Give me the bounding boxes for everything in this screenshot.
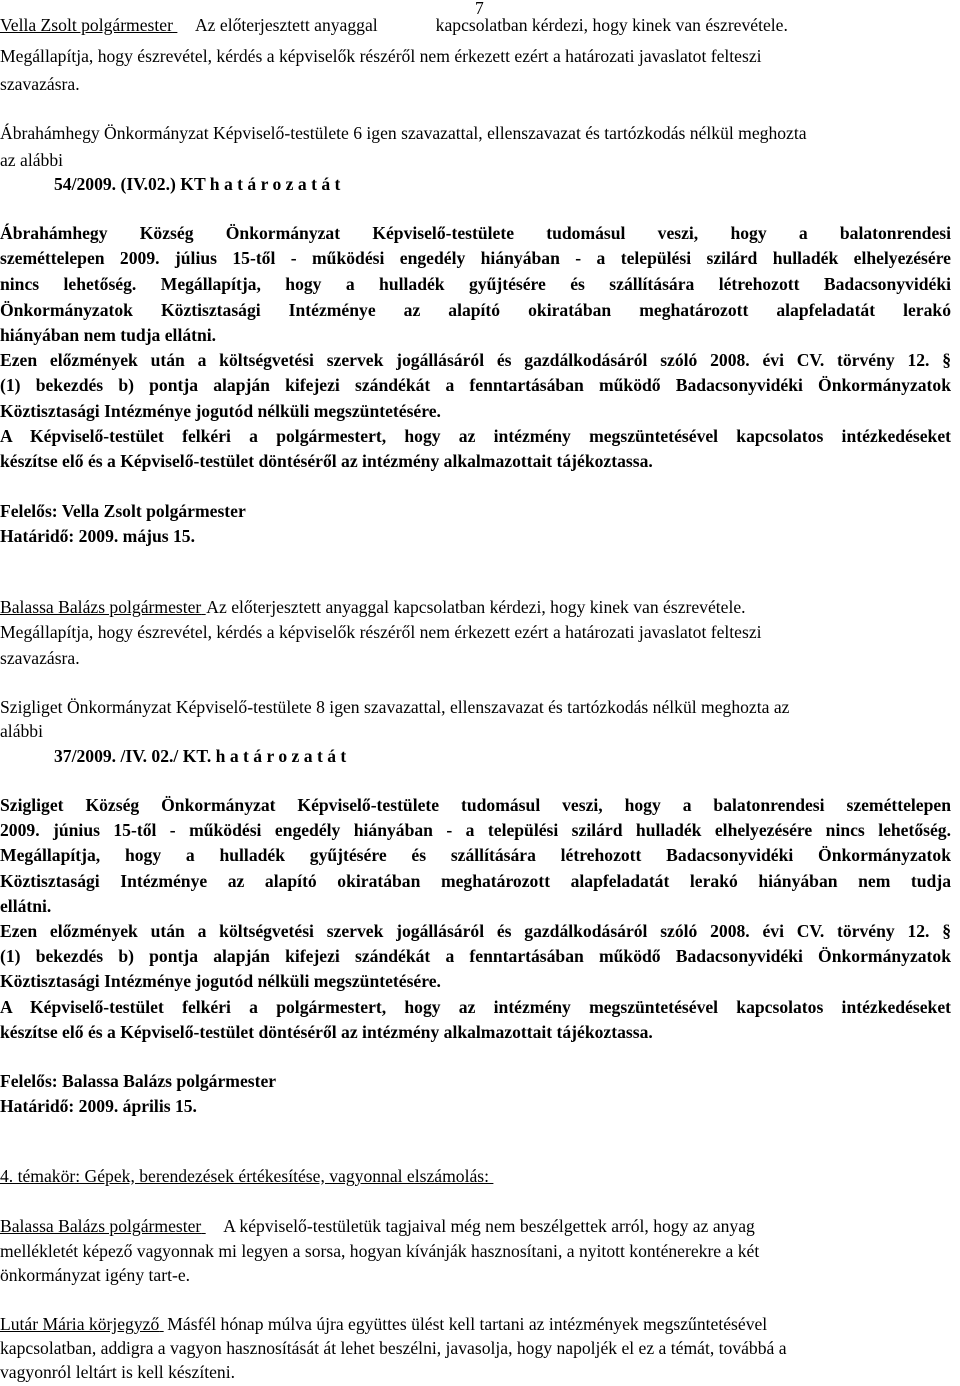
resolution-2-line-3: Megállapítja, hogy a hulladék gyűjtésére és szállítására létrehozott Badacsonyvidéki Önkormányzatok [0,845,951,865]
statement-1-text: A képviselő-testületük tagjaival még nem beszélgettek arról, hogy az anyag [223,1216,755,1236]
statement-2-line-2: kapcsolatban, addigra a vagyon hasznosítását át lehet beszélni, javasolja, hogy napoljék el ez a témát, továbbá a [0,1338,787,1358]
resolution-heading-1 [54,173,340,195]
intro-2-text: Az előterjesztett anyaggal kapcsolatban kérdezi, hogy kinek van észrevétele. [206,597,746,617]
topic-heading [0,1165,497,1187]
resolution-2-line-6: Ezen előzmények után a költségvetési szervek jogállásáról és gazdálkodásáról szóló 2008. évi CV. törvény 12. § [0,921,951,941]
intro-2-line-2: Megállapítja, hogy észrevétel, kérdés a képviselők részéről nem érkezett ezért a határozati javaslatot felteszi [0,622,762,642]
resolution-1-line-8: Köztisztasági Intézménye jogutód nélküli megszüntetésére. [0,401,441,421]
vote-line-2: az alábbi [0,150,64,170]
intro-line-1 [0,14,788,36]
resolution-2-responsible: Felelős: Balassa Balázs polgármester [0,1071,277,1091]
resolution-2-line-10: készítse elő és a Képviselő-testület döntéséről az intézmény alkalmazottait tájékoztassa. [0,1022,653,1042]
intro-line-2: Megállapítja, hogy észrevétel, kérdés a képviselők részéről nem érkezett ezért a határozati javaslatot felteszi [0,46,762,66]
intro-2-line-3: szavazásra. [0,648,80,668]
statement-1-line-2: mellékletét képező vagyonnak mi legyen a sorsa, hogyan kívánják hasznosítani, a nyitott konténerekre a két [0,1241,760,1261]
resolution-2-line-8: Köztisztasági Intézménye jogutód nélküli megszüntetésére. [0,971,441,991]
resolution-word: h a t á r o z a t á t [215,746,347,766]
intro-line-3: szavazásra. [0,74,80,94]
intro-text-b: kapcsolatban kérdezi, hogy kinek van észrevétele. [435,15,788,35]
page-number: 7 [475,0,484,18]
statement-1-line-3: önkormányzat igény tart-e. [0,1265,191,1285]
intro-2-line-1 [0,596,746,618]
resolution-1-line-10: készítse elő és a Képviselő-testület döntéséről az intézmény alkalmazottait tájékoztassa. [0,451,653,471]
resolution-1-line-1: Ábrahámhegy Község Önkormányzat Képviselő-testülete tudomásul veszi, hogy a balatonrendesi [0,223,951,243]
resolution-2-line-4: Köztisztasági Intézménye az alapító okiratában meghatározott alapfeladatát lerakó hiányában nem tudja [0,871,951,891]
resolution-1-line-6: Ezen előzmények után a költségvetési szervek jogállásáról és gazdálkodásáról szóló 2008. évi CV. törvény 12. § [0,350,951,370]
speaker-name: Balassa Balázs polgármester [0,597,202,617]
resolution-2-line-1: Szigliget Község Önkormányzat Képviselő-testülete tudomásul veszi, hogy a balatonrendesi szeméttelepen [0,795,951,815]
vote-2-line-1: Szigliget Önkormányzat Képviselő-testülete 8 igen szavazattal, ellenszavazat és tartózkodás nélkül meghozta az [0,697,790,717]
vote-line-1: Ábrahámhegy Önkormányzat Képviselő-testülete 6 igen szavazattal, ellenszavazat és tartózkodás nélkül meghozta [0,123,807,143]
resolution-number: 37/2009. /IV. 02./ KT. [54,746,212,766]
speaker-name: Lutár Mária körjegyző [0,1314,160,1334]
resolution-1-line-7: (1) bekezdés b) pontja alapján kifejezi szándékát a fenntartásában működő Badacsonyvidéki Önkormányzatok [0,375,951,395]
resolution-2-line-2: 2009. június 15-től - működési engedély hiányában - a települési szilárd hulladék elhelyezésére nincs lehetőség. [0,820,951,840]
resolution-number: 54/2009. (IV.02.) KT [54,174,206,194]
resolution-1-line-5: hiányában nem tudja ellátni. [0,325,217,345]
resolution-2-line-7: (1) bekezdés b) pontja alapján kifejezi szándékát a fenntartásában működő Badacsonyvidéki Önkormányzatok [0,946,951,966]
resolution-1-deadline: Határidő: 2009. május 15. [0,526,195,546]
resolution-1-line-4: Önkormányzatok Köztisztasági Intézménye az alapító okiratában meghatározott alapfeladatát lerakó [0,300,951,320]
vote-2-line-2: alábbi [0,721,43,741]
statement-2-line-3: vagyonról leltárt is kell készíteni. [0,1362,236,1382]
resolution-1-responsible: Felelős: Vella Zsolt polgármester [0,501,246,521]
resolution-2-line-9: A Képviselő-testület felkéri a polgármestert, hogy az intézmény megszüntetésével kapcsolatos intézkedéseket [0,997,951,1017]
statement-1-line-1 [0,1215,755,1237]
resolution-word: h a t á r o z a t á t [209,174,341,194]
resolution-heading-2 [54,745,346,767]
speaker-name: Balassa Balázs polgármester [0,1216,202,1236]
resolution-2-deadline: Határidő: 2009. április 15. [0,1096,197,1116]
resolution-1-line-3: nincs lehetőség. Megállapítja, hogy a hulladék gyűjtésére és szállítására létrehozott Badacsonyvidéki [0,274,951,294]
statement-2-text: Másfél hónap múlva újra együttes ülést kell tartani az intézmények megszűntetésével [167,1314,768,1334]
resolution-1-line-9: A Képviselő-testület felkéri a polgármestert, hogy az intézmény megszüntetésével kapcsolatos intézkedéseket [0,426,951,446]
resolution-1-line-2: szeméttelepen 2009. július 15-től - működési engedély hiányában - a települési szilárd hulladék elhelyezésére [0,248,951,268]
resolution-2-line-5: ellátni. [0,896,52,916]
intro-text-a: Az előterjesztett anyaggal [194,15,378,35]
statement-2-line-1 [0,1313,767,1335]
speaker-name: Vella Zsolt polgármester [0,15,173,35]
topic-title: 4. témakör: Gépek, berendezések értékesítése, vagyonnal elszámolás: [0,1166,489,1186]
